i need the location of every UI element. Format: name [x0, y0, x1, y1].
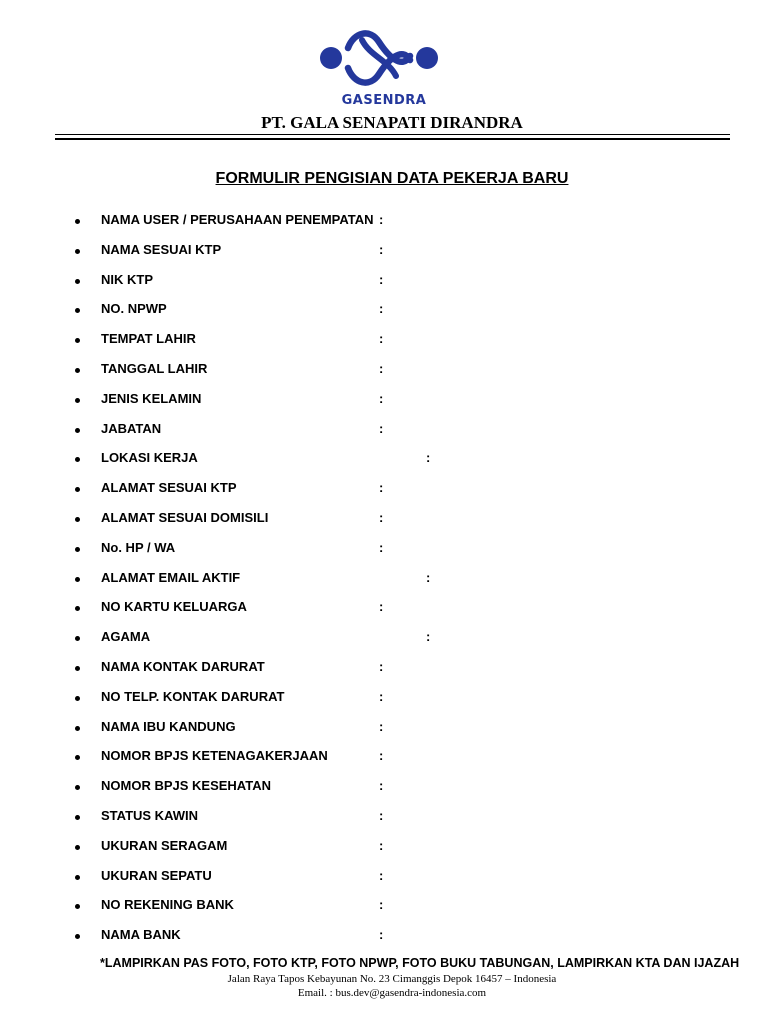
- bullet-icon: [75, 785, 80, 790]
- field-separator: :: [379, 331, 384, 347]
- form-field-row: [0, 265, 768, 295]
- bullet-icon: [75, 338, 80, 343]
- form-field-row: [0, 414, 768, 444]
- field-separator: :: [379, 599, 384, 615]
- field-label: NO REKENING BANK: [101, 897, 234, 913]
- bullet-icon: [75, 934, 80, 939]
- field-label: JABATAN: [101, 420, 162, 436]
- form-field-row: [0, 712, 768, 742]
- field-label: NO KARTU KELUARGA: [101, 599, 247, 615]
- field-separator: :: [379, 539, 384, 555]
- field-label: JENIS KELAMIN: [101, 390, 202, 406]
- form-field-row: [0, 563, 768, 593]
- bullet-icon: [75, 279, 80, 284]
- form-field-row: [0, 890, 768, 920]
- footer-address: Jalan Raya Tapos Kebayunan No. 23 Cimanggis Depok 16457 – Indonesia: [227, 973, 557, 985]
- field-label: NAMA SESUAI KTP: [101, 241, 222, 257]
- bullet-icon: [75, 547, 80, 552]
- field-label: NOMOR BPJS KETENAGAKERJAAN: [101, 748, 328, 764]
- form-field-row: [0, 592, 768, 622]
- field-list: [0, 205, 768, 950]
- field-separator: :: [379, 241, 384, 257]
- field-separator: :: [379, 688, 384, 704]
- form-field-row: [0, 622, 768, 652]
- bullet-icon: [75, 457, 80, 462]
- field-label: LOKASI KERJA: [101, 450, 198, 466]
- field-separator: :: [379, 718, 384, 734]
- field-label: TEMPAT LAHIR: [101, 331, 196, 347]
- field-label: ALAMAT SESUAI DOMISILI: [101, 509, 269, 525]
- bullet-icon: [75, 249, 80, 254]
- bullet-icon: [75, 636, 80, 641]
- field-label: NAMA USER / PERUSAHAAN PENEMPATAN: [101, 212, 374, 227]
- form-field-row: [0, 741, 768, 771]
- field-separator: :: [379, 807, 384, 823]
- footer-email: Email. : bus.dev@gasendra-indonesia.com: [297, 987, 487, 999]
- company-name: PT. GALA SENAPATI DIRANDRA: [261, 113, 523, 132]
- field-label: No. HP / WA: [101, 539, 176, 555]
- form-field-row: [0, 682, 768, 712]
- field-separator: :: [379, 301, 384, 317]
- form-field-row: [0, 443, 768, 473]
- field-separator: :: [379, 420, 384, 436]
- field-separator: :: [379, 390, 384, 406]
- bullet-icon: [75, 517, 80, 522]
- header-divider-thick: [55, 138, 730, 140]
- field-label: NO. NPWP: [101, 301, 167, 317]
- bullet-icon: [75, 666, 80, 671]
- field-separator: :: [379, 778, 384, 794]
- bullet-icon: [75, 368, 80, 373]
- form-field-row: [0, 503, 768, 533]
- field-separator: :: [379, 867, 384, 883]
- bullet-icon: [75, 845, 80, 850]
- field-label: AGAMA: [101, 629, 151, 645]
- form-field-row: [0, 801, 768, 831]
- form-field-row: [0, 831, 768, 861]
- field-separator: :: [379, 360, 384, 376]
- form-field-row: [0, 920, 768, 950]
- attachment-note: *LAMPIRKAN PAS FOTO, FOTO KTP, FOTO NPWP, FOTO BUKU TABUNGAN, LAMPIRKAN KTA DAN IJAZAH: [100, 956, 740, 970]
- form-field-row: [0, 533, 768, 563]
- field-separator: :: [426, 569, 431, 585]
- form-field-row: [0, 861, 768, 891]
- field-label: NO TELP. KONTAK DARURAT: [101, 688, 285, 704]
- bullet-icon: [75, 487, 80, 492]
- form-field-row: [0, 324, 768, 354]
- field-label: ALAMAT SESUAI KTP: [101, 480, 237, 496]
- form-field-row: [0, 294, 768, 324]
- form-field-row: [0, 473, 768, 503]
- form-field-row: [0, 384, 768, 414]
- bullet-icon: [75, 577, 80, 582]
- field-label: TANGGAL LAHIR: [101, 360, 208, 376]
- field-separator: :: [379, 897, 384, 913]
- form-field-row: [0, 354, 768, 384]
- field-separator: :: [426, 450, 431, 466]
- field-label: NIK KTP: [101, 271, 153, 287]
- field-label: NOMOR BPJS KESEHATAN: [101, 778, 271, 794]
- field-label: STATUS KAWIN: [101, 807, 199, 823]
- form-field-row: [0, 205, 768, 235]
- field-separator: :: [379, 927, 384, 943]
- bullet-icon: [75, 696, 80, 701]
- field-separator: :: [379, 480, 384, 496]
- bullet-icon: [75, 219, 80, 224]
- field-label: NAMA BANK: [101, 927, 181, 943]
- field-label: UKURAN SERAGAM: [101, 837, 228, 853]
- field-separator: :: [379, 271, 384, 287]
- form-title: FORMULIR PENGISIAN DATA PEKERJA BARU: [215, 170, 569, 187]
- bullet-icon: [75, 606, 80, 611]
- brand-name: GASENDRA: [341, 93, 427, 108]
- bullet-icon: [75, 308, 80, 313]
- bullet-icon: [75, 904, 80, 909]
- bullet-icon: [75, 755, 80, 760]
- bullet-icon: [75, 726, 80, 731]
- bullet-icon: [75, 398, 80, 403]
- field-label: UKURAN SEPATU: [101, 867, 212, 883]
- form-field-row: [0, 235, 768, 265]
- field-separator: :: [379, 748, 384, 764]
- form-field-row: [0, 652, 768, 682]
- field-label: NAMA KONTAK DARURAT: [101, 658, 265, 674]
- header-divider-thin: [55, 134, 730, 135]
- field-label: NAMA IBU KANDUNG: [101, 718, 236, 734]
- bullet-icon: [75, 815, 80, 820]
- form-field-row: [0, 771, 768, 801]
- field-separator: :: [379, 509, 384, 525]
- field-separator: :: [426, 629, 431, 645]
- field-separator: :: [379, 837, 384, 853]
- field-separator: :: [379, 212, 384, 227]
- field-label: ALAMAT EMAIL AKTIF: [101, 569, 241, 585]
- field-separator: :: [379, 658, 384, 674]
- bullet-icon: [75, 875, 80, 880]
- bullet-icon: [75, 428, 80, 433]
